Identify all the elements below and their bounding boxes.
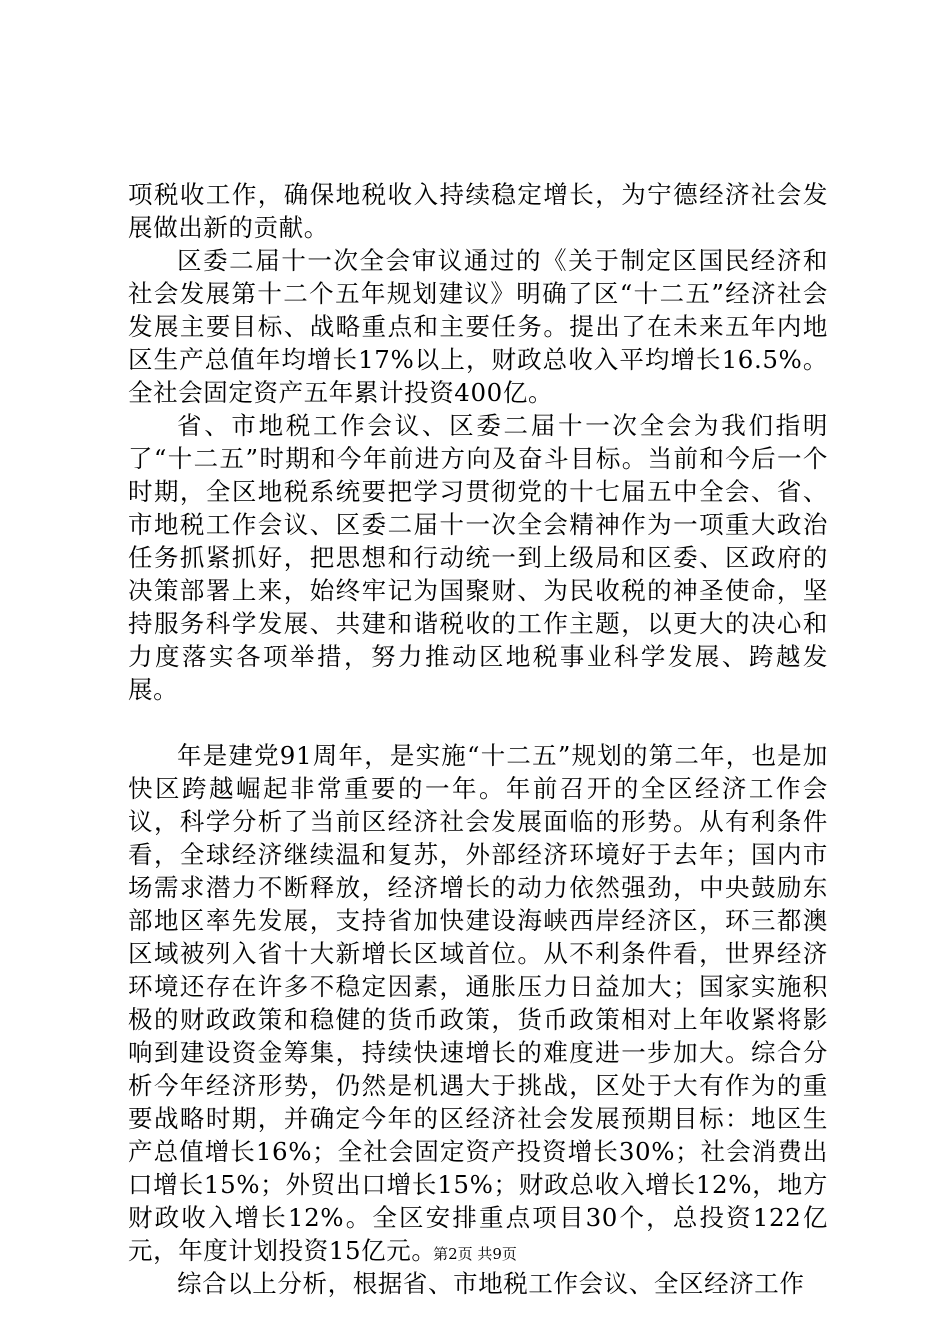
- paragraph-five-year-plan: 区委二届十一次全会审议通过的《关于制定区国民经济和社会发展第十二个五年规划建议》明确了区“十二五”经济社会发展主要目标、战略重点和主要任务。提出了在未来五年内地区生产总值年均增长17%以上，财政总收入平均增长16.5%。全社会固定资产五年累计投资400亿。: [128, 246, 828, 407]
- paragraph-summary: 综合以上分析，根据省、市地税工作会议、全区经济工作: [177, 1269, 805, 1298]
- paragraph-work-meeting: 省、市地税工作会议、区委二届十一次全会为我们指明了“十二五”时期和今年前进方向及奋斗目标。当前和今后一个时期，全区地税系统要把学习贯彻党的十七届五中全会、省、市地税工作会议、区委二届十一次全会精神作为一项重大政治任务抓紧抓好，把思想和行动统一到上级局和区委、区政府的决策部署上来，始终牢记为国聚财、为民收税的神圣使命，坚持服务科学发展、共建和谐税收的工作主题，以更大的决心和力度落实各项举措，努力推动区地税事业科学发展、跨越发展。: [128, 411, 828, 704]
- page-number-footer: 第2页 共9页: [433, 1245, 517, 1263]
- paragraph-economic-situation: 年是建党91周年，是实施“十二五”规划的第二年，也是加快区跨越崛起非常重要的一年。年前召开的全区经济工作会议，科学分析了当前区经济社会发展面临的形势。从有利条件看，全球经济继续温和复苏，外部经济环境好于去年；国内市场需求潜力不断释放，经济增长的动力依然强劲，中央鼓励东部地区率先发展，支持省加快建设海峡西岸经济区，环三都澳区域被列入省十大新增长区域首位。从不利条件看，世界经济环境还存在许多不稳定因素，通胀压力日益加大；国家实施积极的财政政策和稳健的货币政策，货币政策相对上年收紧将影响到建设资金筹集，持续快速增长的难度进一步加大。综合分析今年经济形势，仍然是机遇大于挑战，区处于大有作为的重要战略时期，并确定今年的区经济社会发展预期目标：地区生产总值增长16%；全社会固定资产投资增长30%；社会消费出口增长15%；外贸出口增长15%；财政总收入增长12%，地方财政收入增长12%。全区安排重点项目30个，总投资122亿元，年度计划投资15亿元。: [128, 741, 828, 1265]
- document-body: [128, 178, 828, 1300]
- paragraph-continuation: 项税收工作，确保地税收入持续稳定增长，为宁德经济社会发展做出新的贡献。: [128, 180, 828, 242]
